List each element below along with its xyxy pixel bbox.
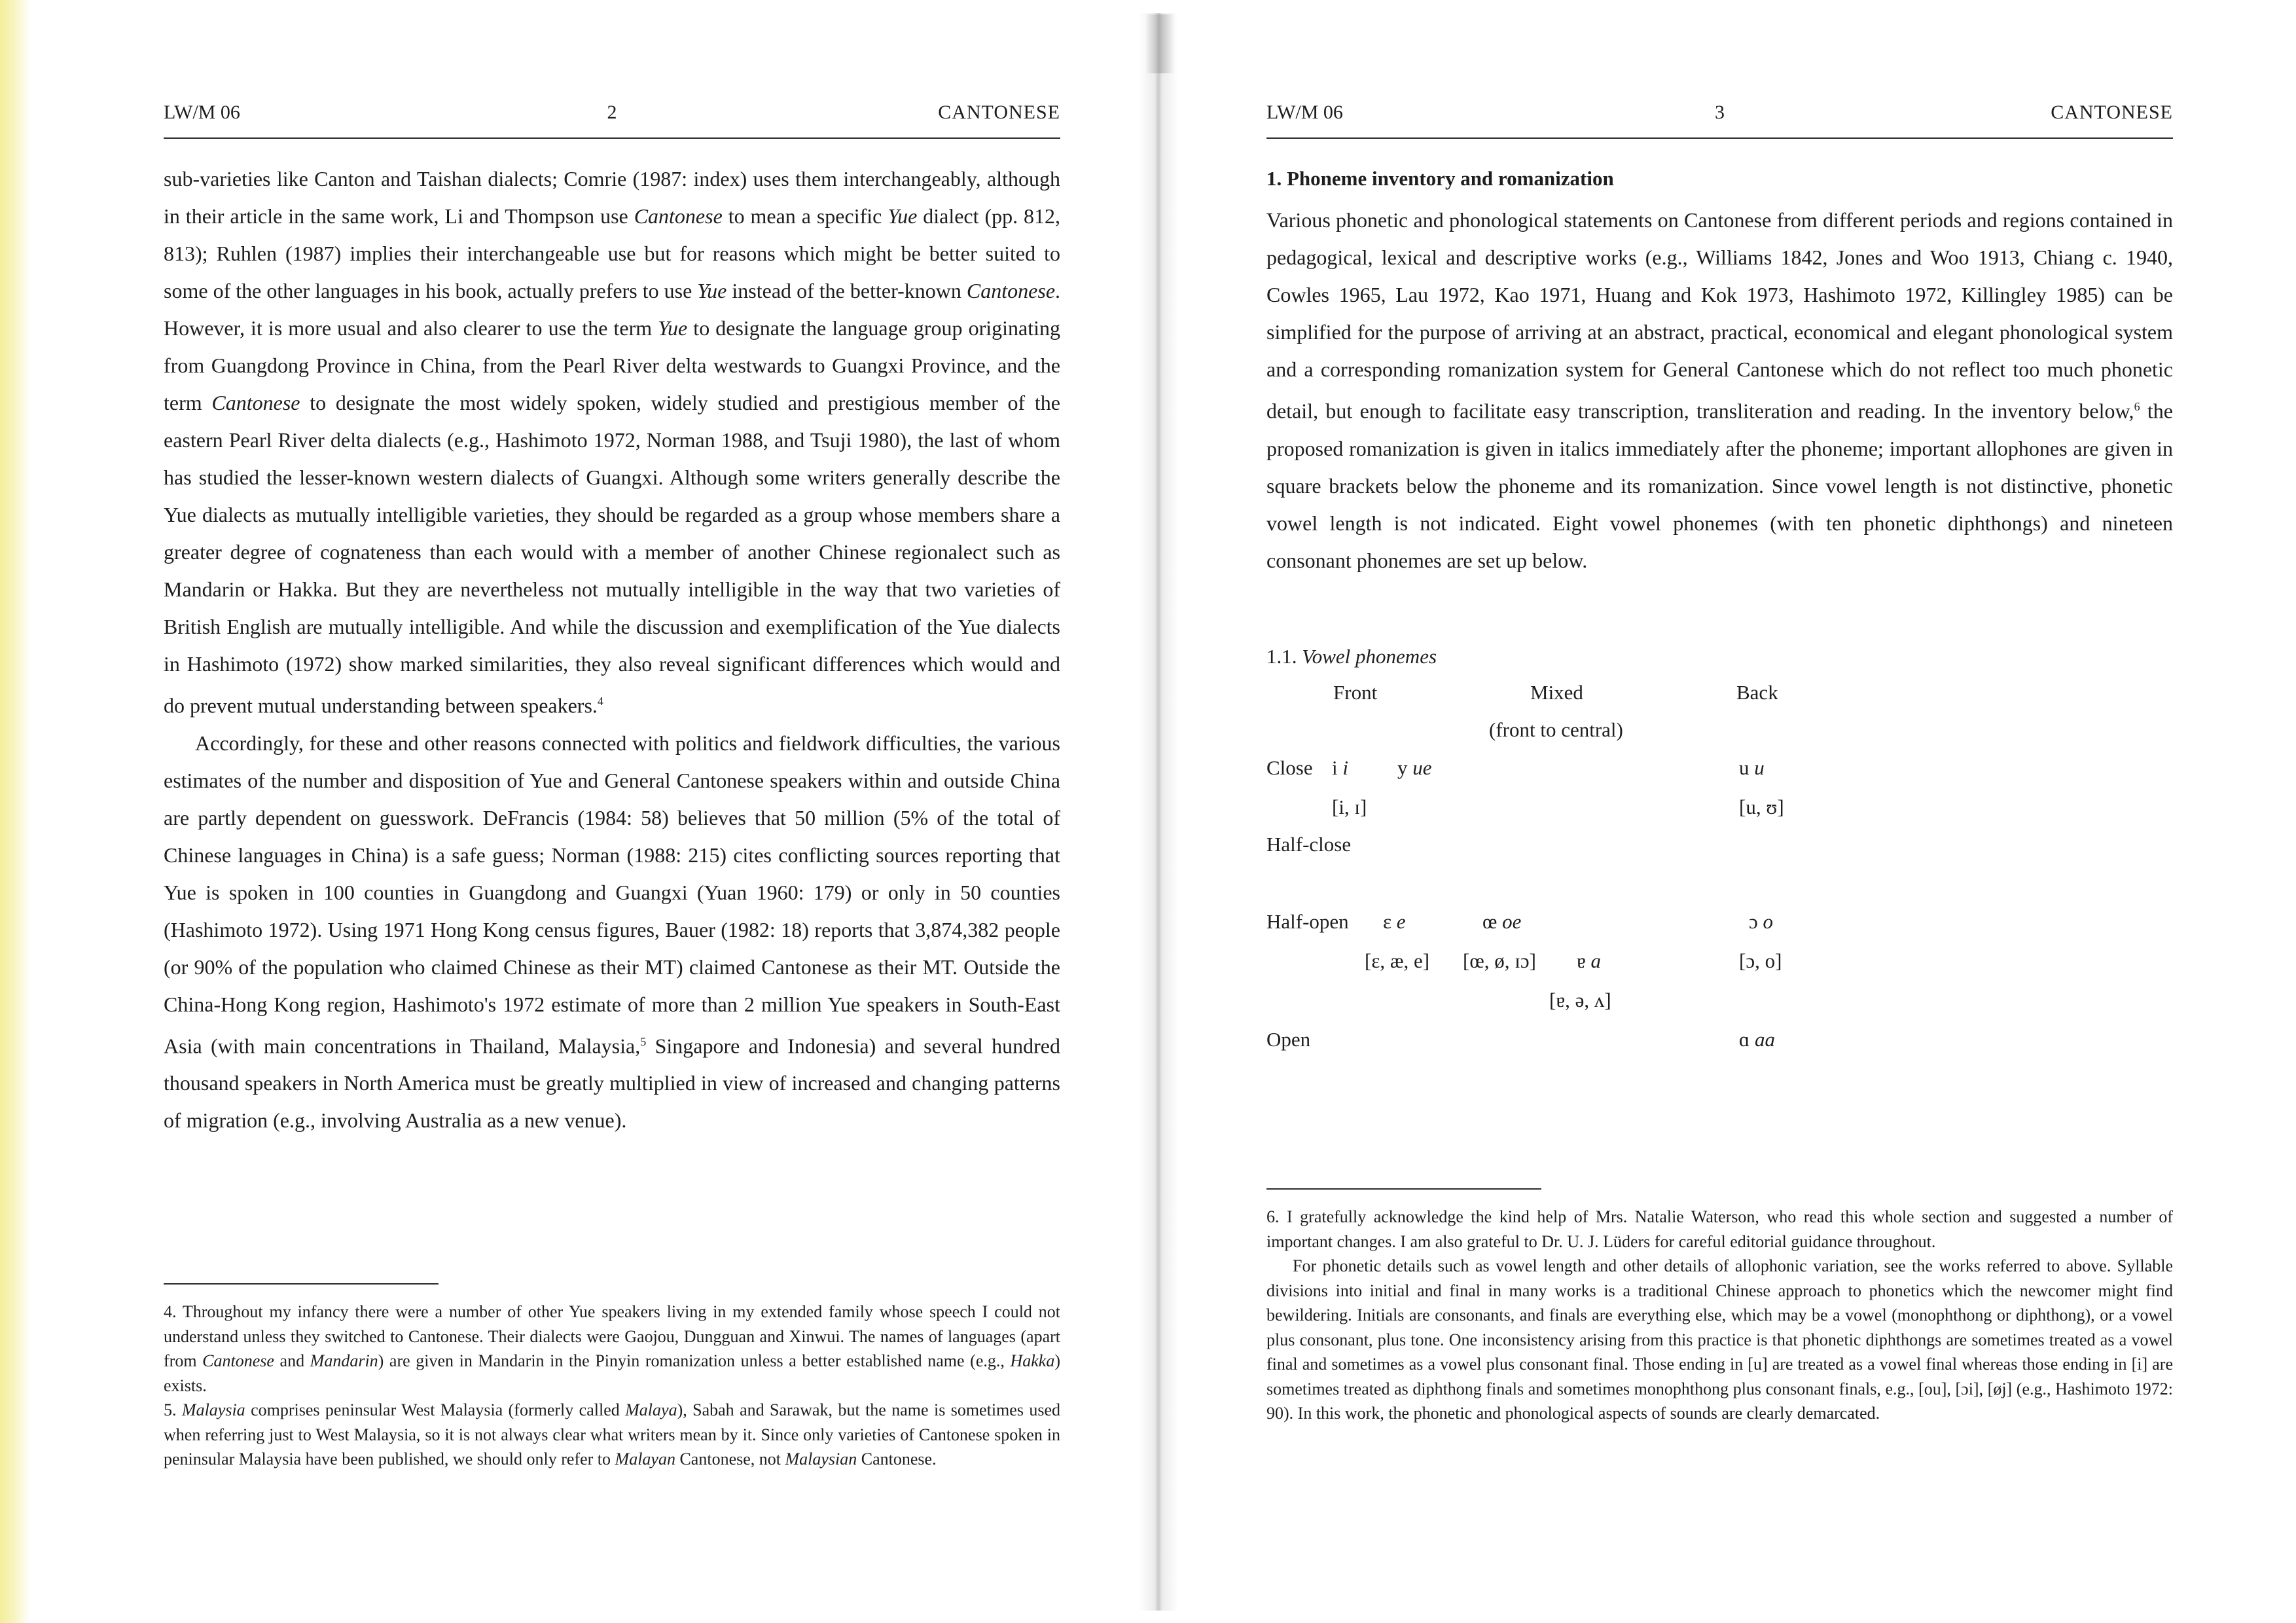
footnote-divider (1266, 1188, 1541, 1190)
vowel-oe: œ oe (1482, 910, 1522, 933)
vowel-y: y ue (1397, 756, 1432, 779)
right-body (1266, 202, 2173, 579)
left-running-header (164, 98, 1060, 139)
journal-code: LW/M 06 (1266, 101, 1343, 123)
vowel-u: u u (1739, 756, 1765, 779)
footnote-6-continued: For phonetic details such as vowel length and other details of allophonic variation, see the works referred to above. Syllable divisions into initial and final in many works is a traditional Chinese approach to phonetics which the newcomer might find bewildering. Initials are consonants, and finals are everything else, which may be a vowel (monophthong or diphthong), or a vowel plus consonant, plus tone. One inconsistency arising from this practice is that phonetic diphthongs are sometimes treated as a vowel final and sometimes as a vowel plus consonant final. Those ending in [u] are treated as a vowel final whereas those ending in [i] are sometimes treated as diphthong finals and sometimes monophthong plus consonant finals, e.g., [ou], [ɔi], [øj] (e.g., Hashimoto 1972: 90). In this work, the phonetic and phonological aspects of sounds are clearly demarcated. (1266, 1256, 2173, 1423)
allophones-epsilon: [ɛ, æ, e] (1365, 949, 1430, 972)
right-footnotes (1266, 1205, 2173, 1426)
page-number: 3 (1715, 101, 1725, 123)
body-paragraph-1: sub-varieties like Canton and Taishan dialects; Comrie (1987: index) uses them interchangeably, although in their article in the same work, Li and Thompson use Cantonese to mean a specific Yue dialect (pp. 812, 813); Ruhlen (1987) implies their interchangeable use but for reasons which might be better suited to some of the other languages in his book, actually prefers to use Yue instead of the better-known Cantonese. However, it is more usual and also clearer to use the term Yue to designate the language group originating from Guangdong Province in China, from the Pearl River delta westwards to Guangxi Province, and the term Cantonese to designate the most widely spoken, widely studied and prestigious member of the eastern Pearl River delta dialects (e.g., Hashimoto 1972, Norman 1988, and Tsuji 1980), the last of whom has studied the lesser-known western dialects of Guangxi. Although some writers generally describe the Yue dialects as mutually intelligible varieties, they should be regarded as a group whose members share a greater degree of cognateness than each would with a member of another Chinese regionalect such as Mandarin or Hakka. But they are nevertheless not mutually intelligible in the way that two varieties of British English are mutually intelligible. And while the discussion and exemplification of the Yue dialects in Hashimoto (1972) show marked similarities, they also reveal significant differences which would and do prevent mutual understanding between speakers.$^4$ (164, 167, 1061, 718)
footnote-ref-4: 4 (597, 695, 603, 708)
allophones-open-o: [ɔ, o] (1739, 949, 1782, 972)
footnote-6: 6. I gratefully acknowledge the kind help of Mrs. Natalie Waterson, who read this whole section and suggested a number of important changes. I am also grateful to Dr. U. J. Lüders for careful editorial guidance throughout. (1266, 1207, 2173, 1251)
page-number: 2 (607, 101, 617, 123)
body-paragraph-2: Accordingly, for these and other reasons connected with politics and fieldwork difficulties, the various estimates of the number and disposition of Yue and General Cantonese speakers within and outside China are partly dependent on guesswork. DeFrancis (1984: 58) believes that 50 million (5% of the total of Chinese languages in China) is a safe guess; Norman (1988: 215) cites conflicting sources reporting that Yue is spoken in 100 counties in Guangdong and Guangxi (Yuan 1960: 179) or only in 50 counties (Hashimoto 1972). Using 1971 Hong Kong census figures, Bauer (1982: 18) reports that 3,874,382 people (or 90% of the population who claimed Chinese as their MT) claimed Cantonese as their MT. Outside the China-Hong Kong region, Hashimoto's 1972 estimate of more than 2 million Yue speakers in South-East Asia (with main concentrations in Thailand, Malaysia,$^5$ Singapore and Indonesia) and several hundred thousand speakers in North America must be greatly multiplied in view of increased and changing patterns of migration (e.g., involving Australia as a new venue). (164, 731, 1060, 1133)
footnote-ref-6: 6 (2134, 400, 2140, 413)
vowel-script-a: ɑ aa (1739, 1028, 1775, 1051)
footnote-divider (164, 1283, 439, 1285)
book-spine (1139, 13, 1178, 1611)
vowel-phoneme-table (1266, 681, 2173, 1074)
running-title: CANTONESE (2051, 101, 2173, 123)
row-label-half-close: Half-close (1266, 833, 1352, 856)
vowel-epsilon: ɛ e (1383, 910, 1406, 933)
section-heading: 1. Phoneme inventory and romanization (1266, 167, 1614, 190)
footnote-4: 4. Throughout my infancy there were a number of other Yue speakers living in my extended family whose speech I could not understand unless they switched to Cantonese. Their dialects were Gaojou, Dungguan and Xinwui. The names of languages (apart from Cantonese and Mandarin) are given in Mandarin in the Pinyin romanization unless a better established name (e.g., Hakka) exists. (164, 1302, 1060, 1395)
vowel-i: i i (1332, 756, 1348, 779)
allophones-i: [i, ɪ] (1332, 795, 1367, 818)
vowel-turned-a: ɐ a (1577, 949, 1602, 972)
right-running-header (1266, 98, 2173, 139)
book-spine-shadow (1144, 14, 1175, 73)
left-footnotes (164, 1300, 1060, 1472)
footnote-5: 5. Malaysia comprises peninsular West Malaysia (formerly called Malaya), Sabah and Sarawak, but the name is sometimes used when referring just to West Malaysia, so it is not always clear what writers mean by it. Since only varieties of Cantonese spoken in peninsular Malaysia have been published, we should only refer to Malayan Cantonese, not Malaysian Cantonese. (164, 1400, 1060, 1468)
allophones-oe: [œ, ø, ɪɔ] (1463, 949, 1536, 972)
vowel-open-o: ɔ o (1749, 910, 1774, 933)
row-label-open: Open (1266, 1028, 1311, 1051)
column-header-mixed: Mixed (1530, 681, 1583, 704)
subsection-heading: 1.1. Vowel phonemes (1266, 645, 1437, 668)
row-label-half-open: Half-open (1266, 910, 1349, 933)
column-header-front: Front (1333, 681, 1378, 704)
journal-code: LW/M 06 (164, 101, 240, 123)
row-label-close: Close (1266, 756, 1313, 779)
left-body (164, 160, 1060, 1139)
page-edge-left (0, 0, 30, 1623)
body-paragraph-1: Various phonetic and phonological statements on Cantonese from different periods and regions contained in pedagogical, lexical and descriptive works (e.g., Williams 1842, Jones and Woo 1913, Chiang c. 1940, Cowles 1965, Lau 1972, Kao 1971, Huang and Kok 1973, Hashimoto 1972, Killingley 1985) can be simplified for the purpose of arriving at an abstract, practical, economical and elegant phonological system and a corresponding romanization system for General Cantonese which do not reflect too much phonetic detail, but enough to facilitate easy transcription, transliteration and reading. In the inventory below,$^6$ the proposed romanization is given in italics immediately after the phoneme; important allophones are given in square brackets below the phoneme and its romanization. Since vowel length is not distinctive, phonetic vowel length is not indicated. Eight vowel phonemes (with ten phonetic diphthongs) and nineteen consonant phonemes are set up below. (1266, 208, 2174, 572)
column-header-mixed-note: (front to central) (1489, 718, 1623, 741)
running-title: CANTONESE (938, 101, 1060, 123)
column-header-back: Back (1736, 681, 1778, 704)
allophones-u: [u, ʊ] (1739, 795, 1784, 818)
footnote-ref-5: 5 (640, 1034, 647, 1048)
allophones-turned-a: [ɐ, ə, ʌ] (1549, 989, 1611, 1012)
